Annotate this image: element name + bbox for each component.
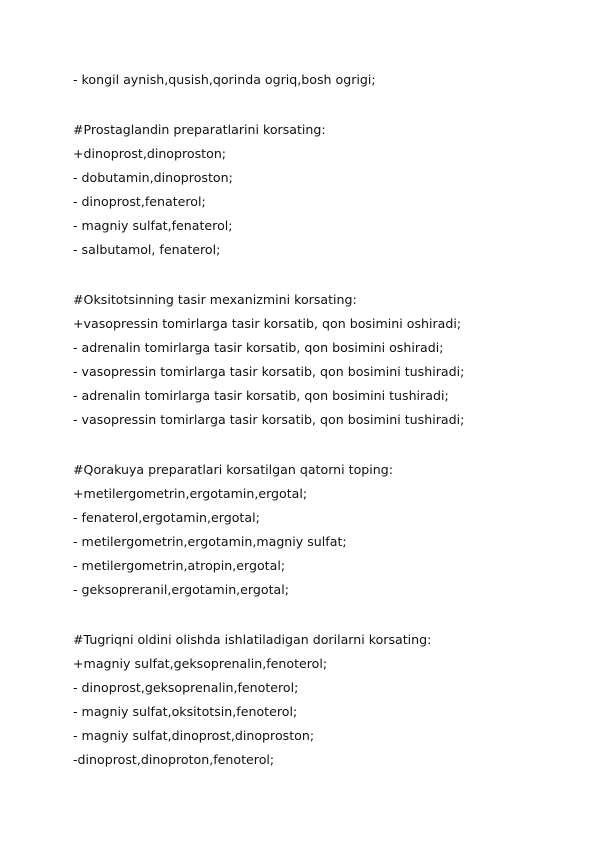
answer-option: - vasopressin tomirlarga tasir korsatib, qon bosimini tushiradi; [73,412,465,427]
answer-option: - fenaterol,ergotamin,ergotal; [73,510,260,525]
answer-option: - dinoprost,geksoprenalin,fenoterol; [73,680,299,695]
answer-option: - metilergometrin,ergotamin,magniy sulfat; [73,534,347,549]
correct-answer: +magniy sulfat,geksoprenalin,fenoterol; [73,656,328,671]
answer-option: - dobutamin,dinoproston; [73,170,233,185]
answer-option: - salbutamol, fenaterol; [73,242,221,257]
question-heading: #Tugriqni oldini olishda ishlatiladigan dorilarni korsating: [73,632,432,647]
text-line: - kongil aynish,qusish,qorinda ogriq,bosh ogrigi; [73,72,376,87]
answer-option: - adrenalin tomirlarga tasir korsatib, qon bosimini oshiradi; [73,340,444,355]
answer-option: -dinoprost,dinoproton,fenoterol; [73,752,275,767]
question-heading: #Qorakuya preparatlari korsatilgan qatorni toping: [73,462,393,477]
answer-option: - dinoprost,fenaterol; [73,194,206,209]
answer-option: - metilergometrin,atropin,ergotal; [73,558,286,573]
question-heading: #Prostaglandin preparatlarini korsating: [73,122,326,137]
answer-option: - vasopressin tomirlarga tasir korsatib, qon bosimini tushiradi; [73,364,465,379]
answer-option: - adrenalin tomirlarga tasir korsatib, qon bosimini tushiradi; [73,388,449,403]
correct-answer: +metilergometrin,ergotamin,ergotal; [73,486,308,501]
answer-option: - magniy sulfat,oksitotsin,fenoterol; [73,704,298,719]
question-heading: #Oksitotsinning tasir mexanizmini korsating: [73,292,357,307]
answer-option: - magniy sulfat,fenaterol; [73,218,233,233]
correct-answer: +vasopressin tomirlarga tasir korsatib, qon bosimini oshiradi; [73,316,462,331]
answer-option: - geksopreranil,ergotamin,ergotal; [73,582,289,597]
answer-option: - magniy sulfat,dinoprost,dinoproston; [73,728,315,743]
correct-answer: +dinoprost,dinoproston; [73,146,227,161]
